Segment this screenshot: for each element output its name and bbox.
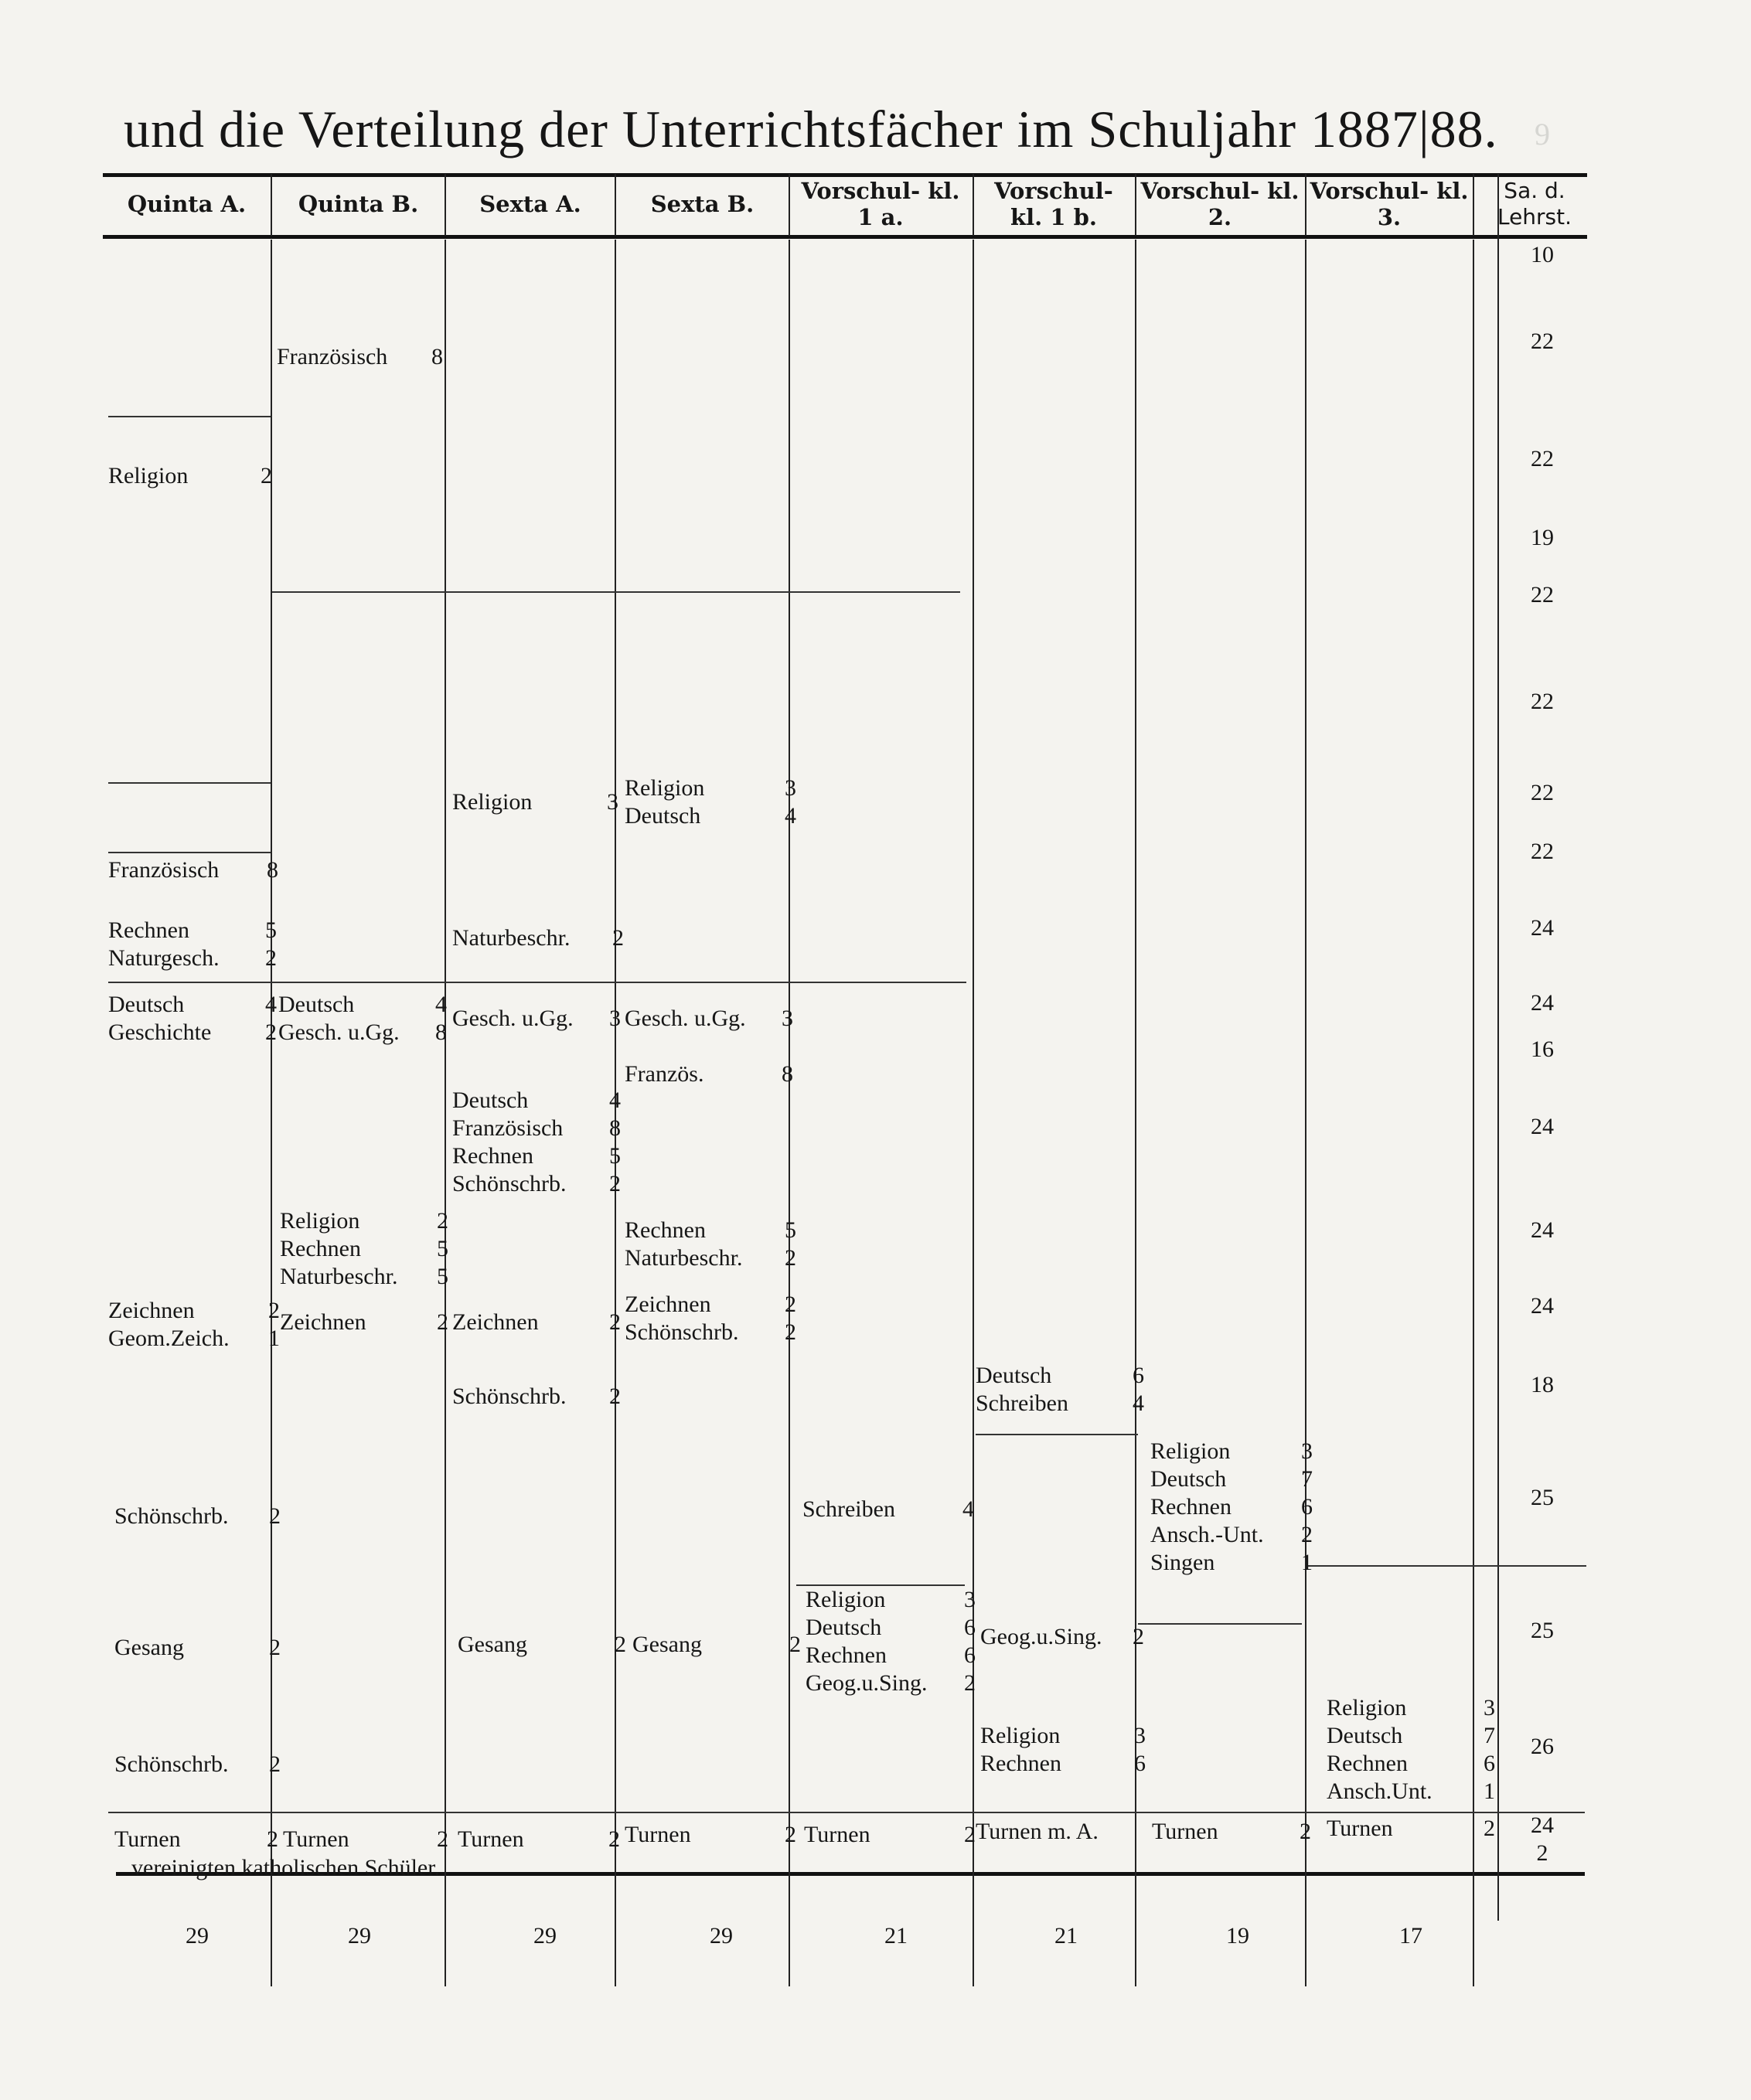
subject-name: Schreiben [976, 1390, 1068, 1416]
subject-name: Gesang [458, 1632, 527, 1657]
total-vorschul-1a: 21 [884, 1923, 908, 1949]
cell-quinta-b-franzoesisch [277, 343, 443, 371]
footnote: vereinigten katholischen Schüler. [131, 1855, 441, 1880]
cell-sexta-a-gesang [458, 1631, 626, 1659]
subject-hours: 7 [1484, 1723, 1495, 1748]
subject-hours: 5 [437, 1236, 448, 1261]
subject-name: Naturgesch. [108, 945, 220, 971]
cell-quinta-b-zeichnen [280, 1309, 448, 1336]
subject-hours: 3 [785, 775, 796, 801]
subject-name: Geschichte [108, 1019, 212, 1045]
subject-hours: 2 [1133, 1624, 1144, 1649]
subject-hours: 2 [1300, 1819, 1311, 1844]
subject-hours: 8 [609, 1115, 621, 1141]
sum-value: 25 [1531, 1618, 1554, 1643]
column-line [973, 240, 974, 1986]
sum-value: 22 [1531, 328, 1554, 354]
page-title: und die Verteilung der Unterrichtsfächer im Schuljahr 1887|88. [124, 100, 1498, 158]
subject-hours: 2 [785, 1822, 796, 1847]
subject-hours: 2 [609, 1171, 621, 1196]
cell-vorschul-2-turnen [1152, 1818, 1311, 1846]
column-divider [1135, 174, 1136, 236]
row-rule [272, 591, 960, 593]
subject-hours: 2 [785, 1292, 796, 1317]
subject-name: Schreiben [802, 1496, 895, 1522]
cell-sexta-b-zeichnen [625, 1291, 796, 1346]
subject-hours: 3 [964, 1587, 976, 1612]
subject-name: Deutsch [278, 992, 355, 1017]
subject-name: Rechnen [625, 1217, 706, 1243]
cell-quinta-a-schoenschrb-1 [114, 1503, 281, 1530]
subject-hours: 5 [609, 1143, 621, 1169]
header-vorschul-1a: Vorschul- kl. 1 a. [801, 178, 960, 230]
subject-name: Französisch [108, 857, 220, 883]
subject-name: Religion [980, 1723, 1061, 1748]
subject-hours: 2 [612, 925, 624, 951]
subject-name: Naturbeschr. [625, 1245, 743, 1271]
cell-vorschul-1b-religion [980, 1722, 1146, 1778]
subject-name: Zeichnen [625, 1292, 711, 1317]
subject-name: Rechnen [1150, 1494, 1231, 1520]
subject-hours: 6 [1301, 1494, 1313, 1520]
subject-hours: 8 [435, 1019, 447, 1045]
sum-value: 26 [1531, 1734, 1554, 1759]
subject-hours: 2 [267, 1826, 278, 1852]
subject-hours: 8 [782, 1061, 793, 1087]
cell-vorschul-3-turnen [1327, 1815, 1495, 1843]
header-sexta-b: Sexta B. [650, 191, 755, 217]
subject-name: Turnen [625, 1822, 691, 1847]
subject-name: Geom.Zeich. [108, 1326, 230, 1351]
sum-value: 22 [1531, 582, 1554, 608]
sum-value: 16 [1531, 1036, 1554, 1062]
header-quinta-a: Quinta A. [127, 191, 247, 217]
subject-name: Rechnen [280, 1236, 361, 1261]
subject-name: Turnen [804, 1822, 870, 1847]
subject-hours: 4 [609, 1087, 621, 1113]
header-sexta-a: Sexta A. [479, 191, 581, 217]
subject-hours: 2 [1484, 1816, 1495, 1841]
subject-name: Zeichnen [452, 1309, 539, 1335]
total-vorschul-1b: 21 [1054, 1923, 1078, 1949]
subject-hours: 6 [1133, 1363, 1144, 1388]
row-rule [1138, 1623, 1302, 1625]
sum-value: 22 [1531, 780, 1554, 805]
subject-name: Zeichnen [108, 1298, 195, 1323]
subject-hours: 6 [1134, 1751, 1146, 1776]
subject-hours: 4 [265, 992, 277, 1017]
sum-value: 24 [1531, 990, 1554, 1016]
row-rule [108, 782, 271, 784]
sum-value: 24 [1531, 915, 1554, 941]
subject-name: Turnen [1152, 1819, 1218, 1844]
subject-hours: 2 [269, 1503, 281, 1529]
header-vorschul-1b: Vorschul- kl. 1 b. [994, 178, 1113, 230]
subject-hours: 3 [607, 789, 618, 815]
subject-name: Turnen [1327, 1816, 1393, 1841]
total-sexta-a: 29 [533, 1923, 557, 1949]
subject-hours: 2 [265, 1019, 277, 1045]
subject-name: Zeichnen [280, 1309, 366, 1335]
subject-hours: 2 [964, 1670, 976, 1696]
cell-quinta-a-schoenschrb-2 [114, 1751, 281, 1778]
subject-name: Schönschrb. [114, 1503, 229, 1529]
subject-name: Deutsch [1327, 1723, 1403, 1748]
sum-value: 19 [1531, 525, 1554, 550]
column-line [271, 240, 272, 1986]
subject-name: Turnen [283, 1826, 349, 1852]
subject-name: Deutsch [108, 992, 185, 1017]
cell-sexta-a-turnen [458, 1826, 620, 1853]
subject-hours [782, 1033, 793, 1060]
cell-vorschul-1b-geog [980, 1623, 1144, 1651]
subject-hours: 2 [615, 1632, 626, 1657]
subject-hours: 3 [1301, 1438, 1313, 1464]
subject-name: Ansch.-Unt. [1150, 1522, 1264, 1547]
subject-hours: 2 [1301, 1522, 1313, 1547]
header-summe: Sa. d. Lehrst. [1497, 178, 1572, 230]
subject-name: Turnen [114, 1826, 181, 1852]
subject-name: Turnen [458, 1826, 524, 1852]
cell-quinta-b-turnen [283, 1826, 448, 1853]
subject-hours: 2 [609, 1309, 621, 1335]
subject-hours: 8 [267, 857, 278, 883]
subject-name: Naturbeschr. [280, 1264, 398, 1289]
subject-name [625, 1033, 774, 1060]
subject-hours: 2 [268, 1298, 280, 1323]
column-line [789, 240, 790, 1986]
subject-hours: 2 [785, 1319, 796, 1345]
cell-sexta-a-naturbeschr [452, 924, 624, 952]
sum-value: 2 [1536, 1840, 1548, 1866]
column-divider [789, 174, 790, 236]
subject-name: Rechnen [980, 1751, 1061, 1776]
subject-hours: 2 [437, 1826, 448, 1852]
total-vorschul-3: 17 [1399, 1923, 1422, 1949]
total-vorschul-2: 19 [1226, 1923, 1249, 1949]
cell-vorschul-2-religion [1150, 1438, 1313, 1577]
cell-sexta-a-religion [452, 788, 618, 816]
subject-name: Schönschrb. [452, 1384, 567, 1409]
subject-name: Schönschrb. [625, 1319, 739, 1345]
subject-name: Religion [108, 463, 189, 488]
cell-sexta-a-zeichnen [452, 1309, 621, 1336]
sum-value: 24 [1531, 1293, 1554, 1319]
row-rule [108, 416, 271, 417]
subject-name: Rechnen [1327, 1751, 1408, 1776]
subject-name: Schönschrb. [452, 1171, 567, 1196]
subject-hours: 3 [609, 1006, 621, 1031]
subject-hours: 5 [265, 917, 277, 943]
subject-hours: 6 [1484, 1751, 1495, 1776]
subject-hours: 1 [1484, 1778, 1495, 1804]
subject-hours: 6 [964, 1642, 976, 1668]
subject-hours: 4 [435, 992, 447, 1017]
cell-sexta-a-schoenschrb [452, 1383, 621, 1411]
subject-name: Deutsch [625, 803, 701, 829]
subject-name: Gesang [632, 1632, 702, 1657]
subject-hours: 6 [964, 1615, 976, 1640]
sum-value: 25 [1531, 1485, 1554, 1510]
cell-vorschul-1b-turnen [976, 1818, 1141, 1846]
cell-sexta-b-gesang [632, 1631, 801, 1659]
row-rule [1308, 1565, 1586, 1567]
subject-name: Rechnen [806, 1642, 887, 1668]
sum-value: 22 [1531, 446, 1554, 471]
subject-name: Gesch. u.Gg. [278, 1019, 400, 1045]
row-rule [976, 1434, 1138, 1435]
column-divider [973, 174, 974, 236]
row-rule [108, 1812, 1585, 1813]
subject-name: Singen [1150, 1550, 1215, 1575]
cell-sexta-b-religion-deutsch [625, 774, 796, 830]
subject-hours: 2 [964, 1822, 976, 1847]
column-line [1305, 240, 1306, 1986]
total-quinta-b: 29 [348, 1923, 371, 1949]
column-line [445, 240, 446, 1986]
subject-name: Rechnen [452, 1143, 533, 1169]
sum-value: 24 [1531, 1812, 1554, 1838]
cell-quinta-a-deutsch [108, 991, 277, 1047]
subject-hours: 2 [437, 1309, 448, 1335]
subject-hours: 4 [785, 803, 796, 829]
subject-name: Deutsch [452, 1087, 529, 1113]
cell-quinta-a-rechnen [108, 917, 277, 972]
column-divider [1305, 174, 1306, 236]
header-bottom-rule [103, 235, 1587, 239]
subject-hours: 2 [789, 1632, 801, 1657]
subject-name: Deutsch [976, 1363, 1052, 1388]
cell-quinta-a-gesang [114, 1634, 281, 1662]
sum-value: 10 [1531, 242, 1554, 267]
subject-hours: 2 [608, 1826, 620, 1852]
subject-name: Deutsch [1150, 1466, 1227, 1492]
cell-quinta-a-turnen [114, 1826, 278, 1853]
sum-value: 24 [1531, 1217, 1554, 1243]
cell-sexta-b-rechnen [625, 1217, 796, 1272]
subject-hours: 2 [437, 1208, 448, 1234]
cell-vorschul-1a-schreiben [802, 1496, 974, 1523]
header-vorschul-2: Vorschul- kl. 2. [1140, 178, 1300, 230]
subject-name: Gesch. u.Gg. [625, 1006, 746, 1031]
subject-name: Religion [1327, 1695, 1407, 1721]
subject-name: Religion [452, 789, 533, 815]
cell-vorschul-3-religion [1327, 1694, 1495, 1806]
subject-hours: 5 [437, 1264, 448, 1289]
subject-hours: 3 [1134, 1723, 1146, 1748]
cell-sexta-b-geschichte [625, 1005, 793, 1088]
subject-name: Deutsch [806, 1615, 882, 1640]
subject-name: Gesch. u.Gg. [452, 1006, 574, 1031]
subject-name: Religion [1150, 1438, 1231, 1464]
sum-value: 22 [1531, 689, 1554, 714]
subject-hours: 2 [609, 1384, 621, 1409]
subject-hours: 2 [269, 1635, 281, 1660]
subject-hours: 2 [785, 1245, 796, 1271]
subject-hours: 3 [782, 1006, 793, 1031]
cell-quinta-b-deutsch [278, 991, 447, 1047]
cell-vorschul-1a-turnen [804, 1821, 976, 1849]
cell-quinta-a-zeichnen [108, 1297, 280, 1353]
subject-name: Ansch.Unt. [1327, 1778, 1432, 1804]
subject-hours: 7 [1301, 1466, 1313, 1492]
subject-hours: 4 [962, 1496, 974, 1522]
sum-value: 22 [1531, 839, 1554, 864]
subject-hours: 2 [269, 1751, 281, 1777]
row-rule [108, 982, 966, 983]
subject-hours: 4 [1133, 1390, 1144, 1416]
subject-hours: 2 [265, 945, 277, 971]
sum-value: 24 [1531, 1114, 1554, 1139]
subject-name: Rechnen [108, 917, 189, 943]
sum-value: 18 [1531, 1372, 1554, 1397]
subject-name: Geog.u.Sing. [806, 1670, 928, 1696]
subject-name: Französisch [277, 344, 388, 369]
header-quinta-b: Quinta B. [298, 191, 419, 217]
cell-sexta-a-deutsch [452, 1087, 621, 1198]
page-number: 9 [1535, 117, 1550, 151]
cell-quinta-a-religion [108, 462, 272, 490]
subject-hours: 3 [1484, 1695, 1495, 1721]
subject-name: Religion [625, 775, 705, 801]
column-divider [1473, 174, 1474, 236]
subject-name: Schönschrb. [114, 1751, 229, 1777]
header-vorschul-3: Vorschul- kl. 3. [1310, 178, 1469, 230]
total-sexta-b: 29 [710, 1923, 733, 1949]
subject-name: Religion [280, 1208, 360, 1234]
cell-quinta-b-religion [280, 1207, 448, 1291]
subject-hours: 2 [261, 463, 272, 488]
cell-sexta-b-turnen [625, 1821, 796, 1849]
subject-name: Geog.u.Sing. [980, 1624, 1102, 1649]
subject-hours: 8 [431, 344, 443, 369]
subject-name: Religion [806, 1587, 886, 1612]
subject-hours: 1 [1301, 1550, 1313, 1575]
subject-name: Französisch [452, 1115, 564, 1141]
subject-name: Französ. [625, 1061, 704, 1087]
subject-hours: 1 [268, 1326, 280, 1351]
subject-name: Naturbeschr. [452, 925, 571, 951]
total-quinta-a: 29 [186, 1923, 209, 1949]
cell-quinta-a-franzoesisch [108, 856, 278, 884]
subject-name: Gesang [114, 1635, 184, 1660]
cell-vorschul-1b-deutsch [976, 1362, 1144, 1418]
cell-sexta-a-geschichte [452, 1005, 621, 1033]
subject-hours: 5 [785, 1217, 796, 1243]
cell-vorschul-1a-religion [806, 1586, 976, 1697]
subject-name: Turnen m. A. [976, 1819, 1099, 1844]
row-rule [108, 852, 271, 853]
